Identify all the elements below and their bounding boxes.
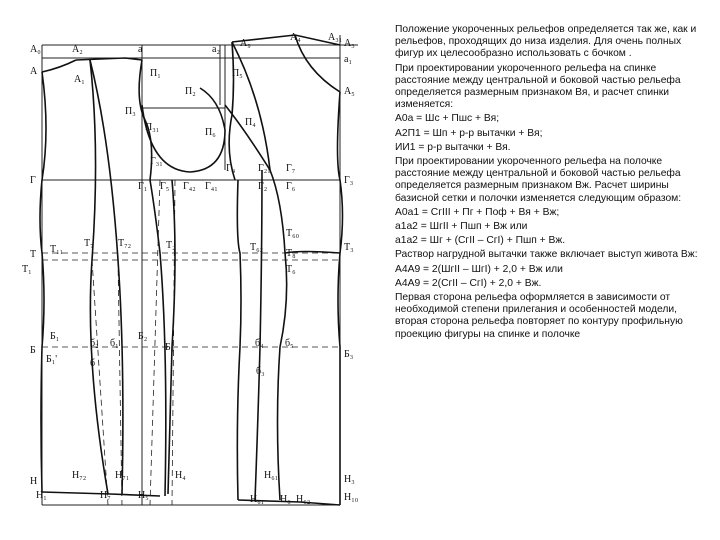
- text-paragraph: ИИ1 = р-р вытачки + Вя.: [395, 141, 511, 153]
- armhole-contour: [142, 88, 225, 494]
- point-label-p6: П₆: [205, 127, 216, 138]
- point-label-a31: А₃₁: [328, 32, 343, 43]
- point-label-a5: А₅: [344, 86, 355, 97]
- point-label-a2: а₂: [212, 44, 220, 55]
- point-label-p31: П₃₁: [145, 122, 160, 133]
- text-paragraph: Первая сторона рельефа оформляется в зависимости от необходимой степени прилегания и особенностей модели, вторая сторона рельефа повторяет по контуру профильную проекцию фигуры на спинке и полочке: [395, 292, 683, 340]
- text-paragraph: При проектировании укороченного рельефа на спинке расстояние между центральной и боковой частью рельефа определяется размерным признаком Вя, и расчет спинки изменяется:: [395, 62, 681, 111]
- point-label-g3: Г₃: [344, 175, 354, 186]
- point-label-h1: Н₁: [36, 490, 47, 501]
- grid-frame: [42, 35, 358, 505]
- point-label-t1: Т₁: [22, 264, 32, 275]
- point-label-g21: Г₂₁: [258, 163, 271, 174]
- point-label-a3: А₃: [344, 38, 355, 49]
- point-label-g42: Г₄₂: [183, 181, 196, 192]
- point-label-p4: П₄: [245, 117, 256, 128]
- point-label-p1: П₁: [150, 68, 161, 79]
- text-paragraph: А2П1 = Шп + р-р вытачки + Вя;: [395, 127, 543, 139]
- text-paragraph: А0а = Шс + Пшс + Вя;: [395, 113, 500, 125]
- point-label-g5: Г₅: [160, 181, 170, 192]
- text-paragraph: При проектировании укороченного рельефа на полочке расстояние между центральной и боковой частью рельефа определяется размерным признаком Вж. Расчет ширины базисной сетки и полочки изменяется следующим образом:: [395, 156, 682, 204]
- point-label-t2: Т₂: [166, 240, 176, 251]
- point-label-a: А: [30, 66, 38, 77]
- point-label-t11: Т₁₁: [50, 244, 64, 255]
- text-paragraph: Положение укороченных рельефов определяется так же, как и рельефов, проходящих до низа изделия. Для очень полных фигур их целесообразно использовать с бочком .: [395, 24, 697, 60]
- point-label-h5: Н₅: [138, 490, 149, 501]
- point-label-b1: б₁: [110, 338, 119, 349]
- point-label-b4: Б₄: [165, 342, 175, 353]
- point-label-t6: Т₆: [286, 264, 296, 275]
- point-label-p2: П₂: [185, 86, 196, 97]
- point-label-h62: Н₆₂: [296, 494, 311, 505]
- point-label-g7: Г₇: [286, 163, 296, 174]
- point-label-t: Т: [30, 249, 37, 260]
- point-label-p5: П₅: [232, 68, 243, 79]
- point-label-a2: А₂: [72, 44, 83, 55]
- point-label-b1p: Б₁': [46, 354, 58, 365]
- point-label-h4: Н₄: [175, 470, 186, 481]
- point-label-b: Б: [30, 345, 36, 356]
- text-paragraph: А4А9 = 2(СгII – СгI) + 2,0 + Вж.: [395, 277, 542, 289]
- point-label-hb1: Н₆₁: [250, 494, 265, 505]
- point-label-b3: Б₃: [344, 349, 354, 360]
- point-label-h61: Н₆₁: [264, 470, 279, 481]
- text-paragraph: А4А9 = 2(ШгII – ШгI) + 2,0 + Вж или: [395, 263, 563, 275]
- point-label-t8: Т₈: [286, 248, 296, 259]
- point-label-b5: б₅: [285, 338, 294, 349]
- point-label-b4: б₄: [255, 338, 264, 349]
- text-paragraph: а1а2 = ШгII + Пшп + Вж или: [395, 221, 528, 233]
- point-label-h10: Н₁₀: [344, 492, 359, 503]
- point-label-h71: Н₇₁: [115, 470, 130, 481]
- point-label-g41: Г₄₁: [205, 181, 218, 192]
- point-label-g1: Г₁: [138, 181, 148, 192]
- point-label-t62: Т₆₂: [250, 242, 264, 253]
- point-label-g4: Г₄: [226, 163, 236, 174]
- point-label-a4: А₄: [290, 32, 301, 43]
- text-panel: [395, 24, 707, 343]
- point-label-a0: А₀: [30, 44, 41, 55]
- point-label-b3: б₃: [256, 366, 265, 377]
- point-label-h: Н: [30, 476, 38, 487]
- diagram-labels: [22, 32, 359, 505]
- point-label-t60: Т₆₀: [286, 228, 300, 239]
- point-label-g6: Г₆: [286, 181, 296, 192]
- point-label-g31: Г₃₁: [150, 156, 163, 167]
- point-label-h3: Н₃: [344, 474, 355, 485]
- point-label-h72: Н₇₂: [72, 470, 87, 481]
- point-label-g2: Г₂: [258, 181, 268, 192]
- point-label-h6: Н₆: [280, 494, 291, 505]
- point-label-b2: Б₂: [138, 331, 148, 342]
- text-paragraph: Раствор нагрудной вытачки также включает выступ живота Вж:: [395, 249, 698, 261]
- point-label-t3: Т₃: [344, 242, 354, 253]
- point-label-b1: Б₁: [50, 331, 60, 342]
- point-label-b2: б₂: [90, 338, 99, 349]
- point-label-g: Г: [30, 175, 36, 186]
- point-label-a1: А₁: [74, 74, 85, 85]
- point-label-t7: Т₇: [84, 238, 94, 249]
- point-label-a9: А₉: [240, 38, 251, 49]
- point-label-p3: П₃: [125, 106, 136, 117]
- point-label-t72: Т₇₂: [118, 238, 132, 249]
- point-label-h7: Н₇: [100, 490, 111, 501]
- point-label-a1: а₁: [344, 54, 352, 65]
- point-label-b: б: [90, 358, 96, 369]
- point-label-a: а: [138, 44, 143, 55]
- text-paragraph: А0а1 = СгIII + Пг + Поф + Вя + Вж;: [395, 206, 560, 218]
- text-paragraph: а1а2 = Шг + (СгII – СгI) + Пшп + Вж.: [395, 235, 566, 247]
- front-contour: [225, 35, 343, 505]
